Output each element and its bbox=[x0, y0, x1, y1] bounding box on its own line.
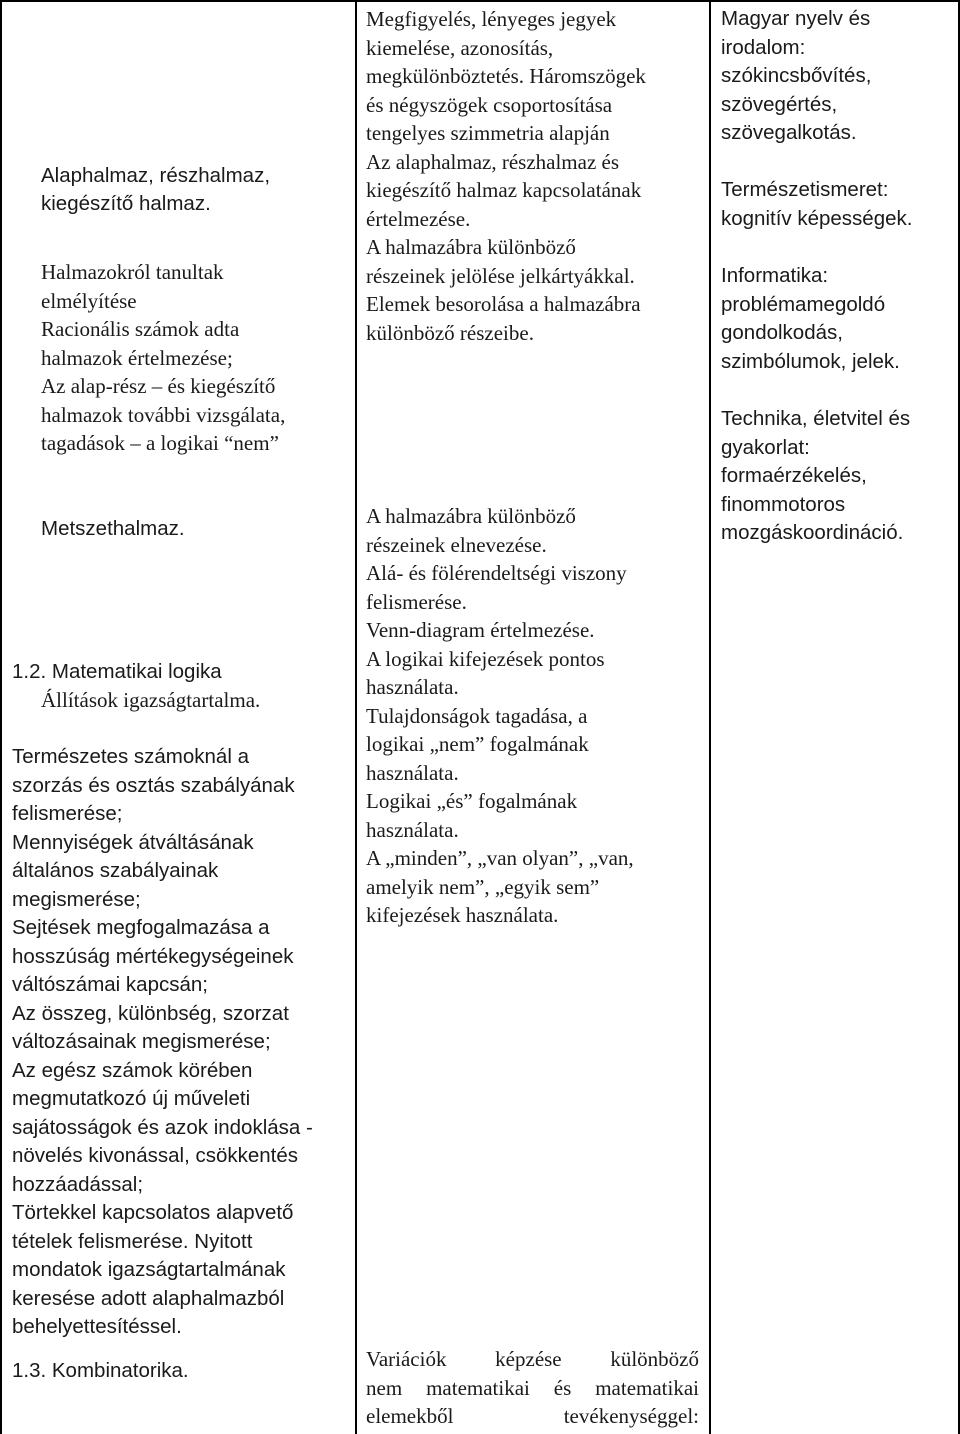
connection-line: gyakorlat: bbox=[721, 435, 810, 459]
topic-line: Racionális számok adta bbox=[41, 317, 240, 341]
topic-line: változásainak megismerése; bbox=[12, 1030, 271, 1053]
column-divider-2 bbox=[709, 0, 711, 1434]
activity-line: megkülönböztetés. Háromszögek bbox=[366, 64, 646, 88]
activity-line: felismerése. bbox=[366, 589, 467, 614]
connection-line: Technika, életvitel és bbox=[721, 407, 911, 430]
connection-line: szövegértés, bbox=[721, 92, 838, 116]
topic-line: megmutatkozó új műveleti bbox=[12, 1087, 251, 1110]
connection-line: Magyar nyelv és bbox=[721, 7, 871, 30]
topic-line: hosszúság mértékegységeinek bbox=[12, 944, 294, 968]
topic-line: Alaphalmaz, részhalmaz, bbox=[41, 164, 271, 187]
activity-line: használata. bbox=[366, 675, 459, 699]
topic-metszethalmaz: Metszethalmaz. bbox=[41, 517, 185, 540]
activity-line: elemekből tevékenységgel: bbox=[366, 1404, 699, 1428]
activity-line: Alá- és fölérendeltségi viszony bbox=[366, 561, 627, 585]
topic-line: halmazok értelmezése; bbox=[41, 345, 233, 370]
connection-line: problémamegoldó bbox=[721, 292, 886, 316]
topic-line: kiegészítő halmaz. bbox=[41, 192, 211, 215]
topic-allitasok: Állítások igazságtartalma. bbox=[41, 688, 261, 712]
topic-line: tagadások – a logikai “nem” bbox=[41, 431, 279, 455]
activity-line: logikai „nem” fogalmának bbox=[366, 732, 589, 756]
section-heading-1-2: 1.2. Matematikai logika bbox=[12, 660, 222, 683]
activity-line: tengelyes szimmetria alapján bbox=[366, 121, 610, 145]
table-left-border bbox=[0, 0, 2, 1434]
activity-line: Logikai „és” fogalmának bbox=[366, 789, 578, 813]
activity-line: kifejezések használata. bbox=[366, 903, 559, 927]
topic-line: Az alap-rész – és kiegészítő bbox=[41, 374, 276, 398]
activity-line: amelyik nem”, „egyik sem” bbox=[366, 874, 600, 899]
activity-line: részeinek elnevezése. bbox=[366, 532, 547, 557]
connection-line: finommotoros bbox=[721, 492, 846, 516]
topic-line: hozzáadással; bbox=[12, 1172, 144, 1196]
activity-line: A halmazábra különböző bbox=[366, 504, 576, 528]
topic-line: Az egész számok körében bbox=[12, 1058, 253, 1082]
topic-line: halmazok további vizsgálata, bbox=[41, 402, 286, 427]
connection-line: mozgáskoordináció. bbox=[721, 521, 904, 544]
activity-line: részeinek jelölése jelkártyákkal. bbox=[366, 263, 635, 288]
topic-line: Az összeg, különbség, szorzat bbox=[12, 1001, 289, 1025]
activity-line: kiegészítő halmaz kapcsolatának bbox=[366, 178, 642, 202]
topic-line: behelyettesítéssel. bbox=[12, 1315, 182, 1338]
connection-line: kognitív képességek. bbox=[721, 206, 913, 230]
activity-line: Az alaphalmaz, részhalmaz és bbox=[366, 149, 620, 174]
section-heading-1-3: 1.3. Kombinatorika. bbox=[12, 1359, 189, 1382]
activity-line: A logikai kifejezések pontos bbox=[366, 646, 605, 671]
connection-line: szimbólumok, jelek. bbox=[721, 349, 900, 373]
activity-line: használata. bbox=[366, 760, 459, 785]
topic-line: Halmazokról tanultak bbox=[41, 260, 224, 284]
connection-line: szövegalkotás. bbox=[721, 121, 857, 144]
connection-line: szókincsbővítés, bbox=[721, 64, 872, 87]
connection-line: Természetismeret: bbox=[721, 178, 889, 201]
topic-line: mondatok igazságtartalmának bbox=[12, 1258, 286, 1281]
topic-line: tételek felismerése. Nyitott bbox=[12, 1229, 253, 1253]
topic-line: váltószámai kapcsán; bbox=[12, 973, 208, 996]
activity-line: Elemek besorolása a halmazábra bbox=[366, 292, 641, 316]
topic-line: növelés kivonással, csökkentés bbox=[12, 1144, 299, 1167]
activity-line: használata. bbox=[366, 817, 459, 842]
column-divider-1 bbox=[355, 0, 357, 1434]
activity-line: értelmezése. bbox=[366, 206, 471, 231]
topic-line: keresése adott alaphalmazból bbox=[12, 1286, 285, 1310]
topic-line: elmélyítése bbox=[41, 288, 137, 313]
activity-line: A „minden”, „van olyan”, „van, bbox=[366, 846, 634, 870]
topic-line: Mennyiségek átváltásának bbox=[12, 830, 254, 854]
activity-line: nem matematikai és matematikai bbox=[366, 1375, 699, 1400]
table-top-border bbox=[0, 0, 960, 2]
activity-line: és négyszögek csoportosítása bbox=[366, 92, 613, 117]
connection-line: irodalom: bbox=[721, 35, 806, 59]
topic-line: sajátosságok és azok indoklása - bbox=[12, 1115, 313, 1139]
topic-line: általános szabályainak bbox=[12, 859, 219, 882]
topic-line: Törtekkel kapcsolatos alapvető bbox=[12, 1201, 294, 1224]
activity-line: Venn-diagram értelmezése. bbox=[366, 618, 595, 642]
topic-line: Természetes számoknál a bbox=[12, 745, 249, 768]
connection-line: gondolkodás, bbox=[721, 321, 843, 344]
connection-line: formaérzékelés, bbox=[721, 464, 867, 487]
topic-line: Sejtések megfogalmazása a bbox=[12, 916, 270, 939]
topic-line: megismerése; bbox=[12, 887, 141, 911]
activity-line: A halmazábra különböző bbox=[366, 235, 576, 259]
activity-line: kiemelése, azonosítás, bbox=[366, 35, 554, 60]
topic-line: felismerése; bbox=[12, 802, 123, 825]
activity-line: Variációk képzése különböző bbox=[366, 1347, 699, 1371]
activity-line: Tulajdonságok tagadása, a bbox=[366, 703, 588, 728]
activity-line: Megfigyelés, lényeges jegyek bbox=[366, 7, 617, 31]
activity-line: különböző részeibe. bbox=[366, 320, 534, 345]
connection-line: Informatika: bbox=[721, 264, 829, 287]
topic-line: szorzás és osztás szabályának bbox=[12, 773, 295, 797]
